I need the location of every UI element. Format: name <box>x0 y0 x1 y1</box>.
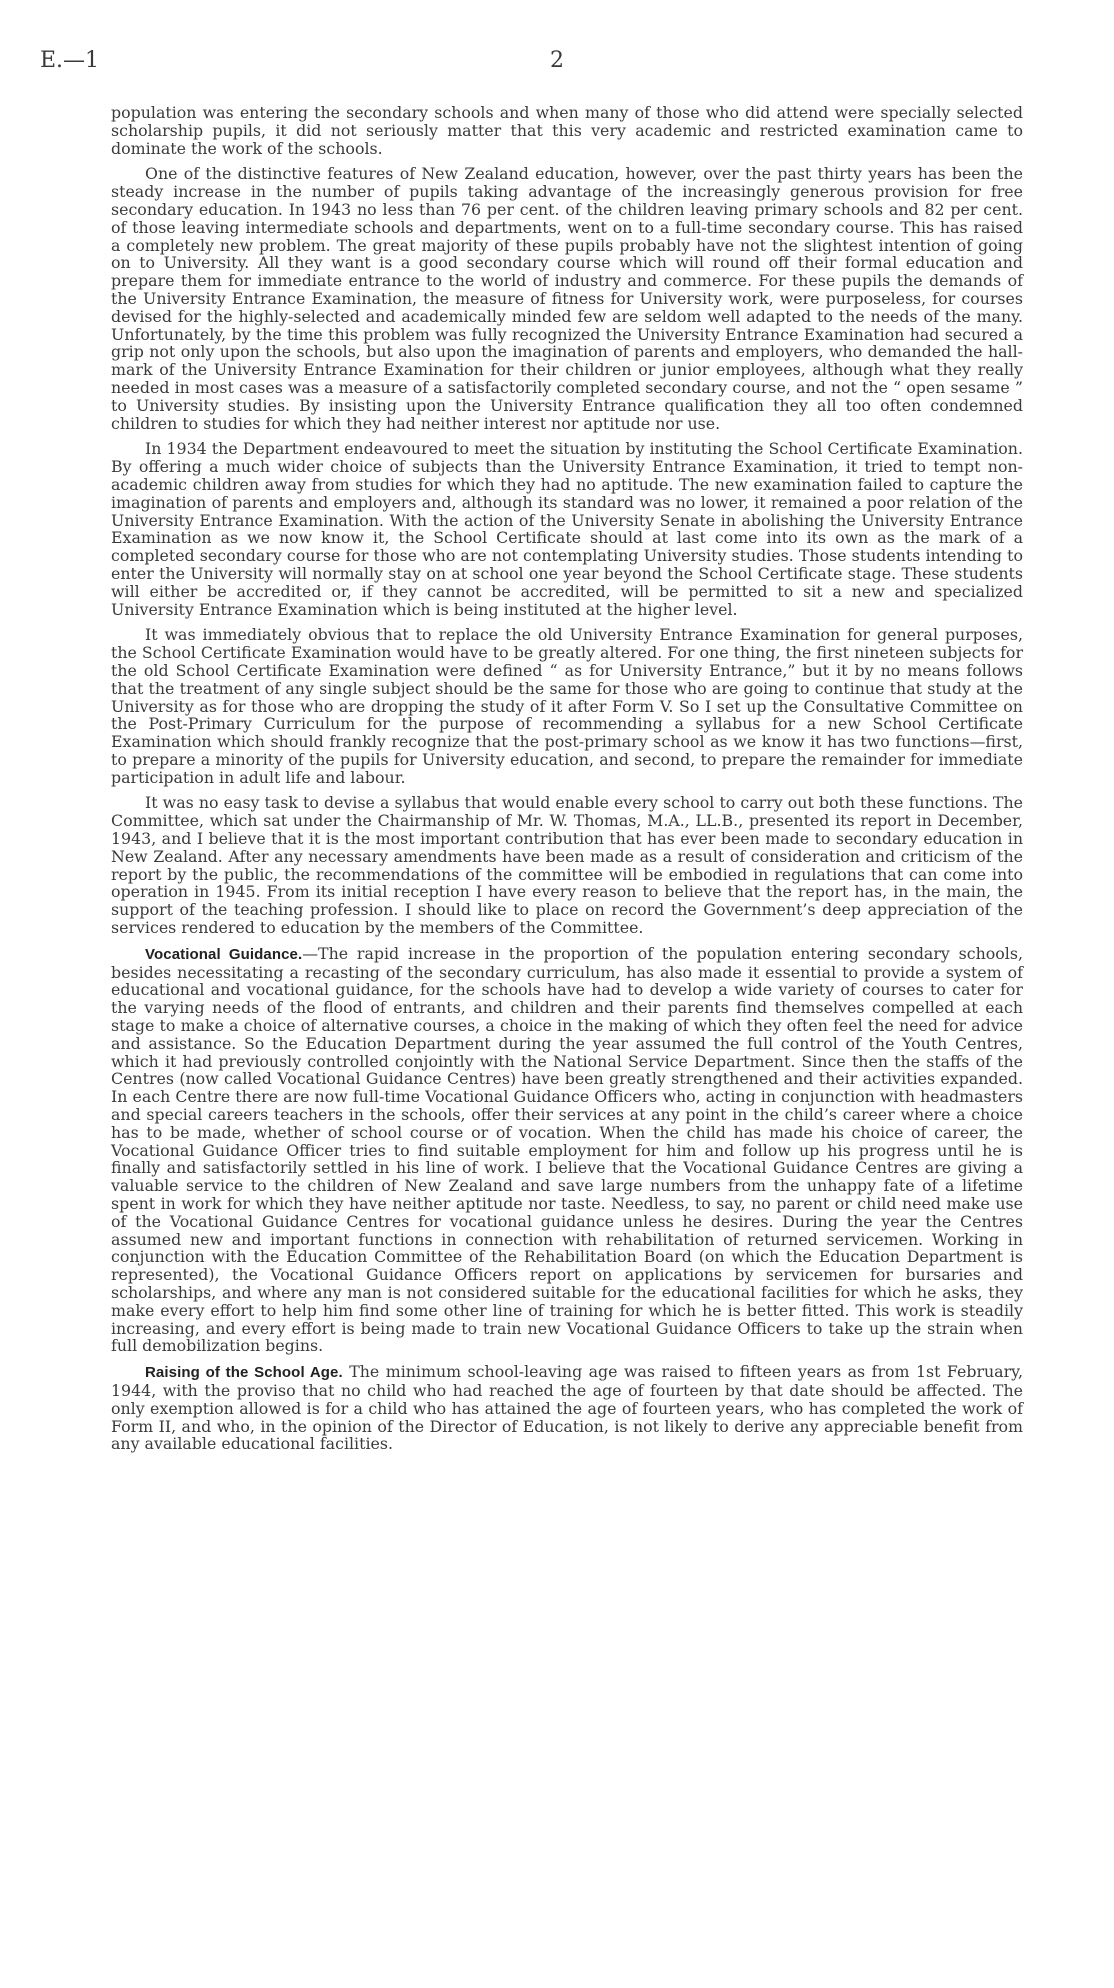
document-body <box>111 104 1023 1461</box>
section-text: —The rapid increase in the proportion of the population entering secondary schools, besides necessitating a recasting of the secondary curriculum, has also made it essential to provide a system of educational and vocational guidance, for the schools have had to develop a wide variety of courses to cater for the varying needs of the flood of entrants, and children and their parents find themselves compelled at each stage to make a choice of alternative courses, a choice in the making of which they often feel the need for advice and assistance. So the Education Department during the year assumed the full control of the Youth Centres, which it had previously controlled conjointly with the National Service Department. Since then the staffs of the Centres (now called Vocational Guidance Centres) have been greatly strengthened and their activities expanded. In each Centre there are now full-time Vocational Guidance Officers who, acting in conjunction with headmasters and special careers teachers in the schools, offer their services at any point in the child’s career where a choice has to be made, whether of school course or of vocation. When the child has made his choice of career, the Vocational Guidance Officer tries to find suitable employment for him and follow up his progress until he is finally and satisfactorily settled in his line of work. I believe that the Vocational Guidance Centres are giving a valuable service to the children of New Zealand and save large numbers from the unhappy fate of a lifetime spent in work for which they have neither aptitude nor taste. Needless, to say, no parent or child need make use of the Vocational Guidance Centres for vocational guidance unless he desires. During the year the Centres assumed new and important functions in connection with rehabilitation of returned servicemen. Working in conjunction with the Education Committee of the Rehabilitation Board (on which the Education Department is represented), the Vocational Guidance Officers report on applications by servicemen for bursaries and scholarships, and where any man is not considered suitable for the educational facilities for which he asks, they make every effort to help him find some other line of training for which he is better fitted. This work is steadily increasing, and every effort is being made to train new Vocational Guidance Officers to take up the strain when full demobilization begins. <box>111 943 1023 1356</box>
paragraph-consultative-committee: It was immediately obvious that to replace the old University Entrance Examination for general purposes, the School Certificate Examination would have to be greatly altered. For one thing, the first nineteen subjects for the old School Certificate Examination were defined “ as for University Entrance,” but it by no means follows that the treatment of any single subject should be the same for those who are going to continue that study at the University as for those who are dropping the study of it after Form V. So I set up the Consultative Committee on the Post-Primary Curriculum for the purpose of recommending a syllabus for a new School Certificate Examination which should frankly recognize that the post-primary school as we know it has two functions—first, to prepare a minority of the pupils for University education, and second, to prepare the remainder for immediate participation in adult life and labour. <box>111 625 1023 787</box>
page-header <box>40 48 1074 78</box>
section-heading: Vocational Guidance. <box>145 945 303 963</box>
section-vocational-guidance <box>111 945 1023 1355</box>
section-heading: Raising of the School Age. <box>145 1364 343 1382</box>
paragraph-school-certificate: In 1934 the Department endeavoured to meet the situation by instituting the School Certificate Examination. By offering a much wider choice of subjects than the University Entrance Examination, it tried to tempt non-academic children away from studies for which they had no aptitude. The new examination failed to capture the imagination of parents and employers and, although its standard was no lower, it remained a poor relation of the University Entrance Examination. With the action of the University Senate in abolishing the University Entrance Examination as we now know it, the School Certificate should at last come into its own as the mark of a completed secondary course for those who are not contemplating University studies. Those students intending to enter the University will normally stay on at school one year beyond the School Certificate stage. These students will either be accredited or, if they cannot be accredited, will be permitted to sit a new and specialized University Entrance Examination which is being instituted at the higher level. <box>111 439 1023 619</box>
section-raising-school-age <box>111 1363 1023 1453</box>
paragraph-secondary-growth: One of the distinctive features of New Zealand education, however, over the past thirty years has been the steady increase in the number of pupils taking advantage of the increasingly generous provision for free secondary education. In 1943 no less than 76 per cent. of the children leaving primary schools and 82 per cent. of those leaving intermediate schools and departments, went on to a full-time secondary course. This has raised a completely new problem. The great majority of these pupils probably have not the slightest intention of going on to University. All they want is a good secondary course which will round off their formal education and prepare them for immediate entrance to the world of industry and commerce. For these pupils the demands of the University Entrance Examination, the measure of fitness for University work, were purposeless, for courses devised for the highly-selected and academically minded few are seldom well adapted to the needs of the many. Unfortunately, by the time this problem was fully recognized the University Entrance Examination had secured a grip not only upon the schools, but also upon the imagination of parents and employers, who demanded the hall-mark of the University Entrance Examination for their children or junior employees, although what they really needed in most cases was a measure of a satisfactorily completed secondary course, and not the “ open sesame ” to University studies. By insisting upon the University Entrance qualification they all too often condemned children to studies for which they had neither interest nor aptitude nor use. <box>111 164 1023 433</box>
paragraph-committee-report: It was no easy task to devise a syllabus that would enable every school to carry out both these functions. The Committee, which sat under the Chairmanship of Mr. W. Thomas, M.A., LL.B., presented its report in December, 1943, and I believe that it is the most important contribution that has ever been made to secondary education in New Zealand. After any necessary amendments have been made as a result of consideration and criticism of the report by the public, the recommendations of the committee will be embodied in regulations that can come into operation in 1945. From its initial reception I have every reason to believe that the report has, in the main, the support of the teaching profession. I should like to place on record the Government’s deep appreciation of the services rendered to education by the members of the Committee. <box>111 793 1023 938</box>
page-number: 2 <box>550 48 564 73</box>
document-reference: E.—1 <box>40 48 100 73</box>
section-text: The minimum school-leaving age was raised to fifteen years as from 1st February, 1944, with the proviso that no child who had reached the age of fourteen by that date should be affected. The only exemption allowed is for a child who has attained the age of fourteen years, who has completed the work of Form II, and who, in the opinion of the Director of Education, is not likely to derive any appreciable benefit from any available educational facilities. <box>111 1362 1023 1454</box>
paragraph-continuation: population was entering the secondary schools and when many of those who did attend were specially selected scholarship pupils, it did not seriously matter that this very academic and restricted examination came to dominate the work of the schools. <box>111 103 1023 158</box>
